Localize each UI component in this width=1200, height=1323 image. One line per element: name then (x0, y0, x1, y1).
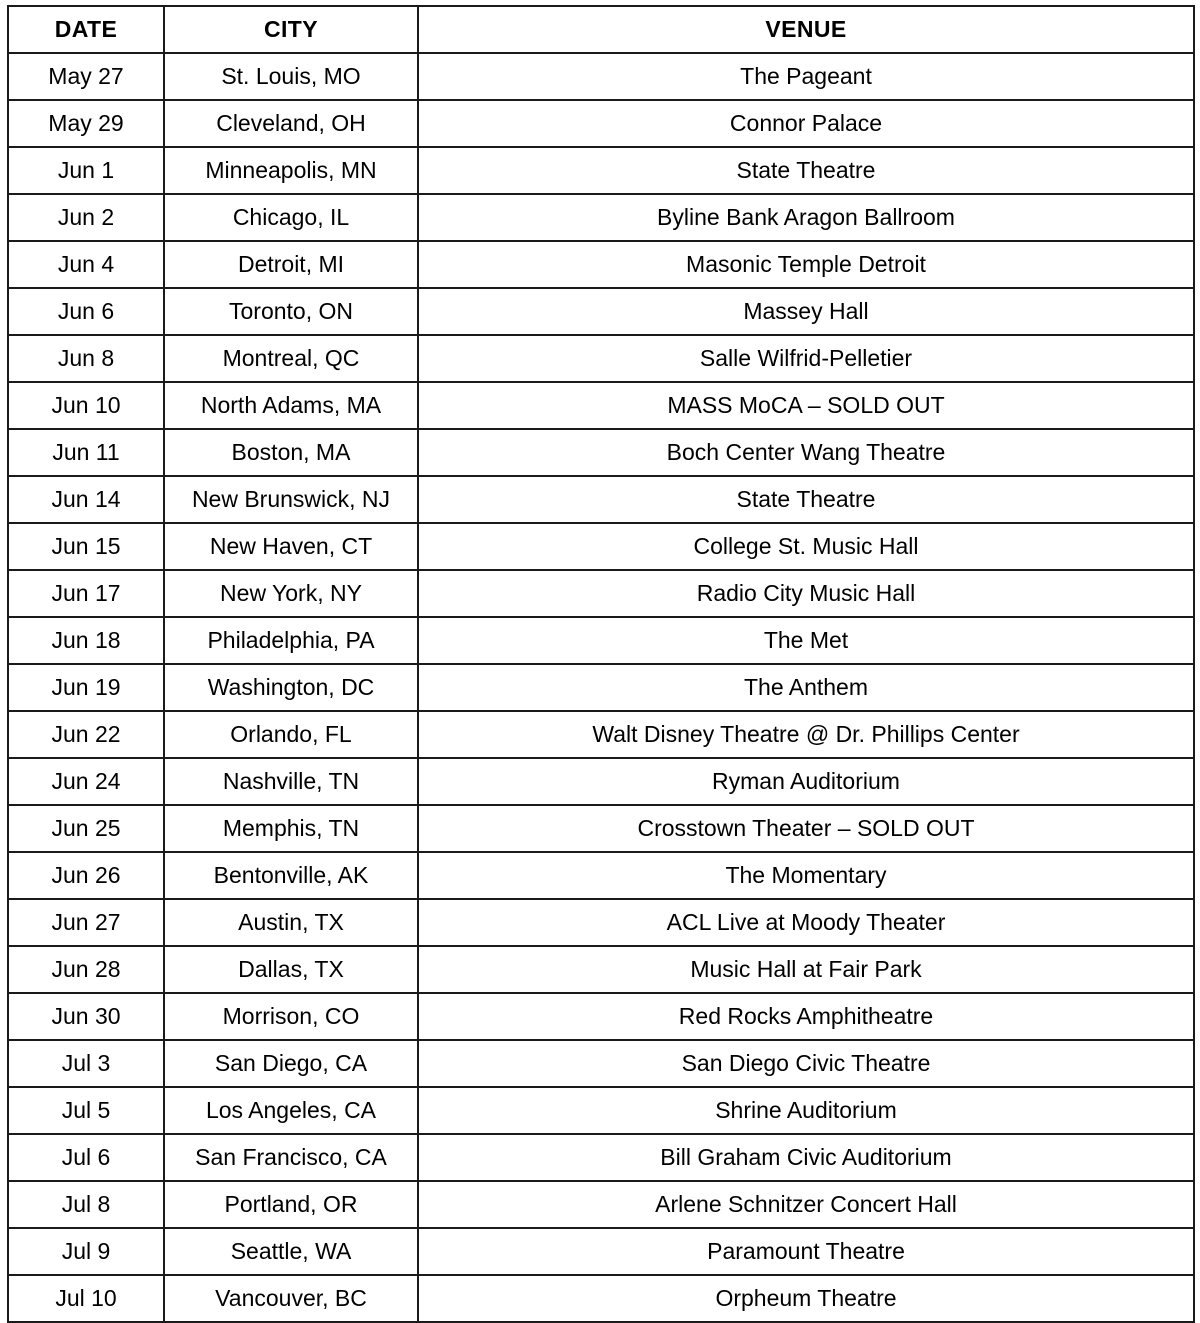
cell-city: Bentonville, AK (164, 852, 418, 899)
table-row (8, 617, 1194, 664)
cell-venue: The Pageant (418, 53, 1194, 100)
cell-venue: State Theatre (418, 147, 1194, 194)
cell-city: Seattle, WA (164, 1228, 418, 1275)
table-row (8, 523, 1194, 570)
cell-city: Portland, OR (164, 1181, 418, 1228)
cell-venue: MASS MoCA – SOLD OUT (418, 382, 1194, 429)
cell-venue: Byline Bank Aragon Ballroom (418, 194, 1194, 241)
tour-dates-table-container (7, 5, 1193, 1323)
cell-city: Nashville, TN (164, 758, 418, 805)
tour-dates-table (7, 5, 1195, 1323)
cell-city: Dallas, TX (164, 946, 418, 993)
cell-date: Jul 5 (8, 1087, 164, 1134)
cell-date: Jun 17 (8, 570, 164, 617)
table-row (8, 899, 1194, 946)
table-row (8, 194, 1194, 241)
table-row (8, 476, 1194, 523)
cell-date: Jun 10 (8, 382, 164, 429)
table-row (8, 382, 1194, 429)
cell-city: Cleveland, OH (164, 100, 418, 147)
cell-date: Jun 4 (8, 241, 164, 288)
table-row (8, 805, 1194, 852)
cell-date: Jun 26 (8, 852, 164, 899)
cell-city: Orlando, FL (164, 711, 418, 758)
table-row (8, 1275, 1194, 1322)
table-row (8, 664, 1194, 711)
cell-date: Jun 6 (8, 288, 164, 335)
cell-city: New York, NY (164, 570, 418, 617)
cell-city: Austin, TX (164, 899, 418, 946)
table-body (8, 53, 1194, 1322)
table-row (8, 711, 1194, 758)
cell-date: Jun 24 (8, 758, 164, 805)
table-row (8, 570, 1194, 617)
cell-venue: The Momentary (418, 852, 1194, 899)
table-row (8, 1134, 1194, 1181)
cell-venue: Massey Hall (418, 288, 1194, 335)
cell-venue: Connor Palace (418, 100, 1194, 147)
table-row (8, 758, 1194, 805)
cell-city: Philadelphia, PA (164, 617, 418, 664)
cell-date: Jun 28 (8, 946, 164, 993)
cell-date: Jun 30 (8, 993, 164, 1040)
cell-city: Montreal, QC (164, 335, 418, 382)
cell-city: San Francisco, CA (164, 1134, 418, 1181)
table-row (8, 429, 1194, 476)
cell-venue: The Met (418, 617, 1194, 664)
table-header (8, 6, 1194, 53)
cell-venue: Arlene Schnitzer Concert Hall (418, 1181, 1194, 1228)
table-header-row (8, 6, 1194, 53)
table-row (8, 288, 1194, 335)
cell-city: Los Angeles, CA (164, 1087, 418, 1134)
cell-city: New Haven, CT (164, 523, 418, 570)
cell-city: Minneapolis, MN (164, 147, 418, 194)
cell-city: North Adams, MA (164, 382, 418, 429)
cell-date: Jun 27 (8, 899, 164, 946)
column-header-date: DATE (8, 6, 164, 53)
cell-date: Jun 8 (8, 335, 164, 382)
cell-city: Vancouver, BC (164, 1275, 418, 1322)
cell-date: Jun 14 (8, 476, 164, 523)
cell-date: May 29 (8, 100, 164, 147)
cell-city: Toronto, ON (164, 288, 418, 335)
cell-date: Jun 18 (8, 617, 164, 664)
column-header-city: CITY (164, 6, 418, 53)
cell-date: Jun 2 (8, 194, 164, 241)
cell-date: Jul 3 (8, 1040, 164, 1087)
cell-date: Jun 1 (8, 147, 164, 194)
table-row (8, 1228, 1194, 1275)
cell-city: New Brunswick, NJ (164, 476, 418, 523)
table-row (8, 100, 1194, 147)
cell-date: May 27 (8, 53, 164, 100)
table-row (8, 1040, 1194, 1087)
cell-venue: ACL Live at Moody Theater (418, 899, 1194, 946)
cell-venue: Walt Disney Theatre @ Dr. Phillips Center (418, 711, 1194, 758)
table-row (8, 335, 1194, 382)
cell-venue: College St. Music Hall (418, 523, 1194, 570)
cell-venue: Orpheum Theatre (418, 1275, 1194, 1322)
cell-venue: State Theatre (418, 476, 1194, 523)
cell-venue: Red Rocks Amphitheatre (418, 993, 1194, 1040)
cell-venue: Boch Center Wang Theatre (418, 429, 1194, 476)
cell-date: Jul 10 (8, 1275, 164, 1322)
cell-venue: San Diego Civic Theatre (418, 1040, 1194, 1087)
cell-city: Detroit, MI (164, 241, 418, 288)
cell-date: Jun 22 (8, 711, 164, 758)
cell-city: Morrison, CO (164, 993, 418, 1040)
cell-venue: Paramount Theatre (418, 1228, 1194, 1275)
cell-venue: Bill Graham Civic Auditorium (418, 1134, 1194, 1181)
cell-date: Jul 6 (8, 1134, 164, 1181)
cell-date: Jun 19 (8, 664, 164, 711)
cell-date: Jul 9 (8, 1228, 164, 1275)
cell-date: Jun 15 (8, 523, 164, 570)
table-row (8, 946, 1194, 993)
cell-date: Jul 8 (8, 1181, 164, 1228)
cell-city: Washington, DC (164, 664, 418, 711)
cell-city: Boston, MA (164, 429, 418, 476)
cell-venue: Ryman Auditorium (418, 758, 1194, 805)
cell-venue: Masonic Temple Detroit (418, 241, 1194, 288)
cell-venue: Radio City Music Hall (418, 570, 1194, 617)
cell-date: Jun 11 (8, 429, 164, 476)
column-header-venue: VENUE (418, 6, 1194, 53)
cell-date: Jun 25 (8, 805, 164, 852)
cell-city: St. Louis, MO (164, 53, 418, 100)
table-row (8, 1181, 1194, 1228)
cell-city: Memphis, TN (164, 805, 418, 852)
cell-venue: Salle Wilfrid-Pelletier (418, 335, 1194, 382)
cell-venue: The Anthem (418, 664, 1194, 711)
table-row (8, 53, 1194, 100)
cell-venue: Music Hall at Fair Park (418, 946, 1194, 993)
cell-city: Chicago, IL (164, 194, 418, 241)
cell-venue: Shrine Auditorium (418, 1087, 1194, 1134)
table-row (8, 993, 1194, 1040)
table-row (8, 852, 1194, 899)
table-row (8, 1087, 1194, 1134)
cell-venue: Crosstown Theater – SOLD OUT (418, 805, 1194, 852)
table-row (8, 147, 1194, 194)
cell-city: San Diego, CA (164, 1040, 418, 1087)
table-row (8, 241, 1194, 288)
